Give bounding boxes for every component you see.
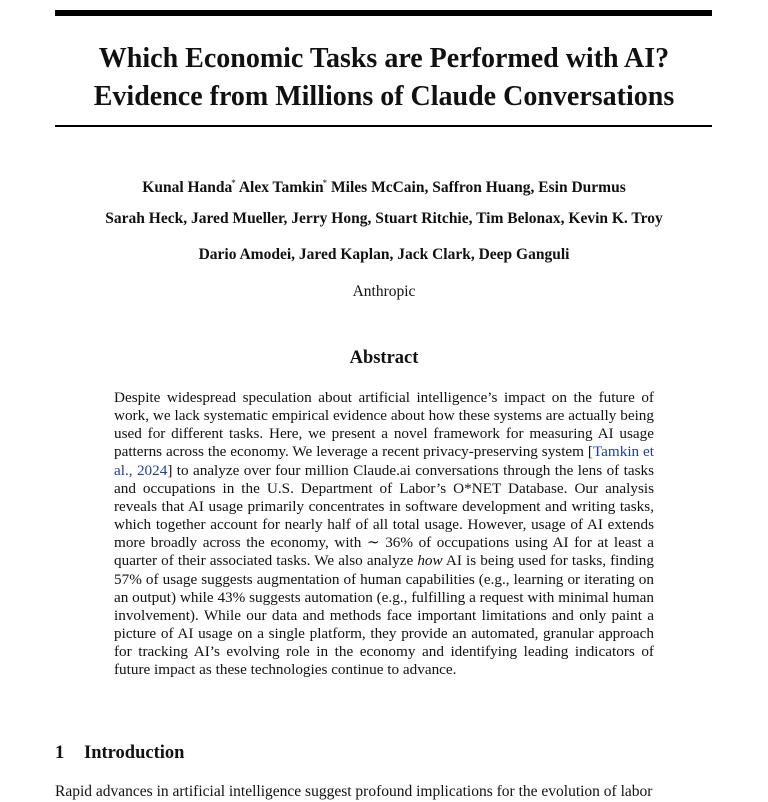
title-bottom-rule bbox=[55, 125, 712, 127]
author-line-1 bbox=[40, 173, 728, 198]
abstract-body bbox=[114, 389, 654, 680]
title-line-2: Evidence from Millions of Claude Conversations bbox=[93, 81, 675, 112]
abstract-heading: Abstract bbox=[349, 348, 419, 368]
abstract-text-3: AI is being used for tasks, finding 57% of usage suggests augmentation of human capabilities (e.g., learning or iterating on an output) while 43% suggests automation (e.g., fulfilling a request with minimal human involvement). While our data and methods face important limitations and only paint a picture of AI usage on a single platform, they provide an automated, granular approach for tracking AI’s evolving role in the economy and identifying leading indicators of future impact as these technologies continue to advance. bbox=[114, 552, 654, 679]
top-rule bbox=[55, 10, 712, 16]
section-title: Introduction bbox=[84, 743, 185, 763]
section-heading bbox=[55, 741, 184, 765]
equal-contribution-mark: * bbox=[322, 178, 328, 188]
author-line-3: Dario Amodei, Jared Kaplan, Jack Clark, Deep Ganguli bbox=[198, 246, 570, 263]
abstract-emphasis: how bbox=[417, 552, 443, 570]
author-line-2: Sarah Heck, Jared Mueller, Jerry Hong, Stuart Ritchie, Tim Belonax, Kevin K. Troy bbox=[105, 210, 663, 227]
intro-paragraph: Rapid advances in artificial intelligence suggest profound implications for the evolution of labor bbox=[55, 783, 653, 800]
section-number: 1 bbox=[55, 743, 65, 763]
author-line-1-rest: Miles McCain, Saffron Huang, Esin Durmus bbox=[327, 179, 626, 197]
equal-contribution-mark: * bbox=[231, 178, 236, 188]
author-tamkin: Alex Tamkin bbox=[235, 179, 324, 197]
abstract-text-2: ] to analyze over four million Claude.ai conversations through the lens of tasks and occupations in the U.S. Department of Labor’s O*NET Database. Our analysis reveals that AI usage primarily concentrates in software development and writing tasks, which together account for nearly half of all total usage. However, usage of AI extends more broadly across the economy, with ∼ 36% of occupations using AI for at least a quarter of their associated tasks. We also analyze bbox=[114, 461, 654, 570]
author-handa: Kunal Handa bbox=[142, 179, 233, 197]
affiliation: Anthropic bbox=[352, 283, 416, 300]
citation-link[interactable]: Tamkin et al., 2024 bbox=[114, 443, 654, 479]
abstract-text-1: Despite widespread speculation about artificial intelligence’s impact on the future of work, we lack systematic empirical evidence about how these systems are actually being used for different tasks. Here, we present a novel framework for measuring AI usage patterns across the economy. We leverage a recent privacy-preserving system [ bbox=[114, 389, 654, 461]
title-line-1: Which Economic Tasks are Performed with AI? bbox=[98, 43, 670, 74]
paper-title bbox=[40, 40, 728, 116]
